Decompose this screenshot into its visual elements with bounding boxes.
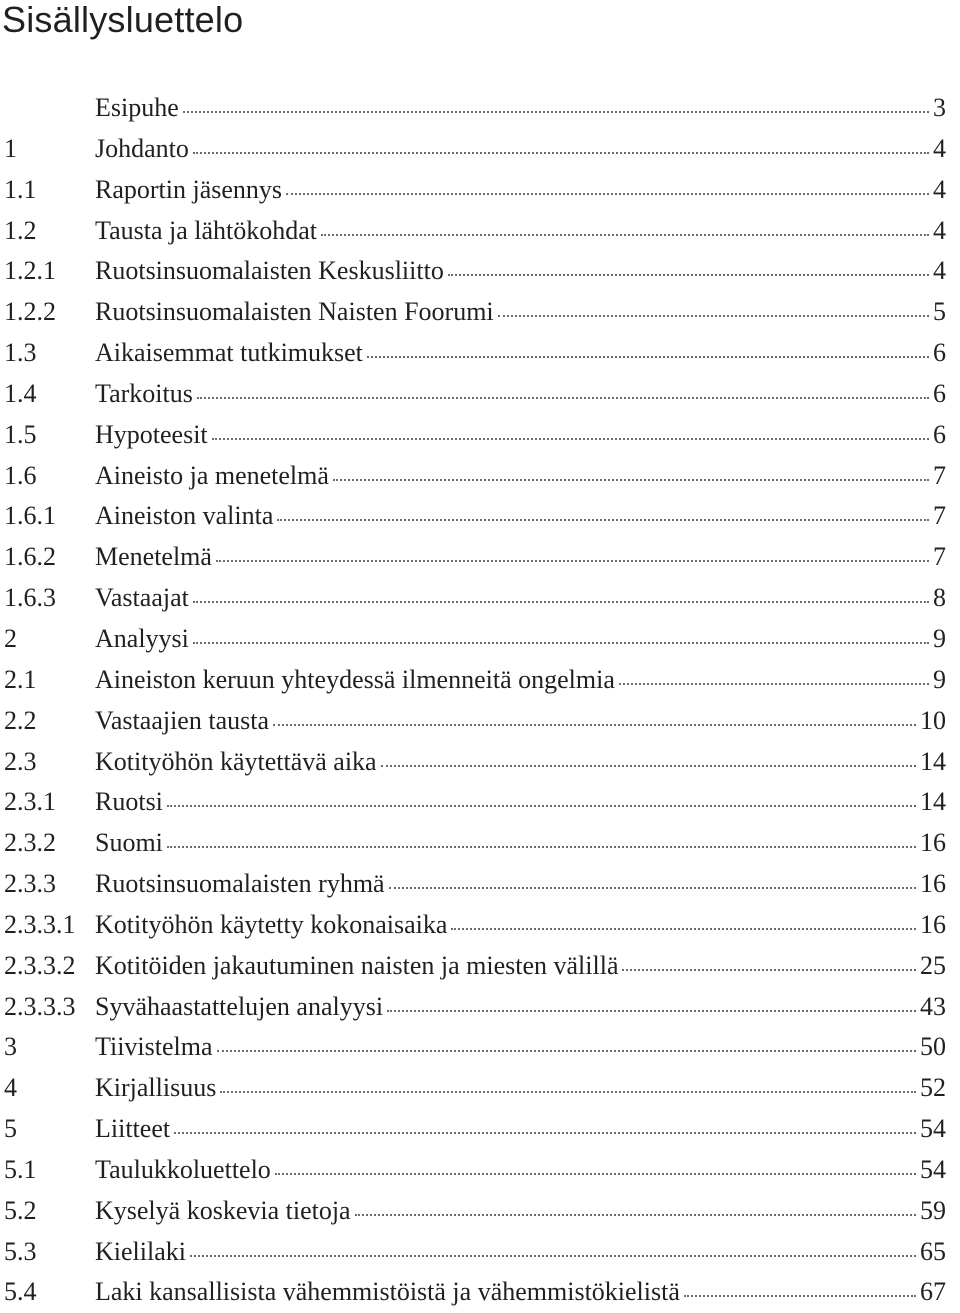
dot-leader — [217, 1049, 916, 1052]
toc-entry-title: Taulukkoluettelo — [95, 1154, 271, 1184]
toc-entry[interactable] — [4, 211, 946, 252]
table-of-contents — [4, 88, 946, 1313]
dot-leader — [619, 682, 929, 685]
toc-entry-title: Johdanto — [95, 133, 189, 163]
toc-entry[interactable] — [4, 905, 946, 946]
toc-entry-page: 6 — [933, 378, 946, 408]
toc-entry[interactable] — [4, 496, 946, 537]
toc-entry-page: 59 — [920, 1195, 946, 1225]
dot-leader — [216, 559, 929, 562]
toc-entry-number: 5.1 — [4, 1154, 37, 1184]
toc-entry-page: 52 — [920, 1073, 946, 1103]
toc-entry-title: Suomi — [95, 828, 163, 858]
toc-entry-page: 16 — [920, 828, 946, 858]
toc-entry-number: 2.3.3.3 — [4, 991, 76, 1021]
dot-leader — [277, 518, 929, 521]
toc-entry-number: 5.2 — [4, 1195, 37, 1225]
toc-entry-title: Kotityöhön käytettävä aika — [95, 746, 377, 776]
toc-entry-title: Hypoteesit — [95, 419, 208, 449]
toc-entry-number: 2.1 — [4, 664, 37, 694]
toc-entry-title: Kirjallisuus — [95, 1073, 217, 1103]
dot-leader — [355, 1213, 916, 1216]
toc-entry-title: Kyselyä koskevia tietoja — [95, 1195, 351, 1225]
toc-entry-number: 1.6.3 — [4, 583, 56, 613]
toc-entry-page: 4 — [933, 174, 946, 204]
dot-leader — [275, 1172, 916, 1175]
toc-entry-number: 5.4 — [4, 1277, 37, 1307]
toc-entry-page: 65 — [920, 1236, 946, 1266]
toc-entry[interactable] — [4, 742, 946, 783]
toc-entry-page: 9 — [933, 664, 946, 694]
toc-entry-number: 1.3 — [4, 338, 37, 368]
toc-entry-page: 25 — [920, 950, 946, 980]
toc-entry-number: 2 — [4, 623, 17, 653]
toc-entry[interactable] — [4, 1027, 946, 1068]
toc-entry-title: Ruotsinsuomalaisten Naisten Foorumi — [95, 297, 494, 327]
toc-entry[interactable] — [4, 374, 946, 415]
toc-entry-title: Liitteet — [95, 1114, 171, 1144]
dot-leader — [387, 1009, 916, 1012]
dot-leader — [197, 396, 929, 399]
dot-leader — [381, 764, 916, 767]
toc-entry-page: 7 — [933, 460, 946, 490]
toc-entry[interactable] — [4, 456, 946, 497]
toc-entry-number: 5.3 — [4, 1236, 37, 1266]
dot-leader — [389, 886, 916, 889]
dot-leader — [193, 600, 929, 603]
toc-entry[interactable] — [4, 1191, 946, 1232]
toc-entry[interactable] — [4, 823, 946, 864]
dot-leader — [167, 804, 916, 807]
toc-entry-number: 1.5 — [4, 419, 37, 449]
toc-entry-title: Aineiston keruun yhteydessä ilmenneitä ongelmia — [95, 664, 615, 694]
toc-entry-title: Laki kansallisista vähemmistöistä ja vähemmistökielistä — [95, 1277, 680, 1307]
toc-entry-page: 4 — [933, 256, 946, 286]
toc-entry-number: 2.3.2 — [4, 828, 56, 858]
dot-leader — [193, 641, 929, 644]
toc-entry-title: Esipuhe — [95, 93, 179, 122]
toc-entry-number: 2.3.1 — [4, 787, 56, 817]
toc-entry-number: 2.3.3.1 — [4, 909, 76, 939]
dot-leader — [333, 478, 929, 481]
toc-entry-title: Aineisto ja menetelmä — [95, 460, 329, 490]
dot-leader — [367, 355, 929, 358]
dot-leader — [321, 233, 929, 236]
toc-entry-title: Vastaajat — [95, 583, 189, 613]
toc-entry-title: Menetelmä — [95, 542, 212, 572]
toc-entry-page: 10 — [920, 705, 946, 735]
toc-entry[interactable] — [4, 987, 946, 1028]
toc-entry-number: 1.2.2 — [4, 297, 56, 327]
toc-entry-number: 1.6.2 — [4, 542, 56, 572]
toc-entry-title: Syvähaastattelujen analyysi — [95, 991, 384, 1021]
toc-entry-number: 2.3.3 — [4, 869, 56, 899]
toc-entry[interactable] — [4, 660, 946, 701]
toc-entry[interactable] — [4, 782, 946, 823]
toc-entry-page: 54 — [920, 1114, 946, 1144]
toc-entry-title: Ruotsinsuomalaisten ryhmä — [95, 869, 385, 899]
toc-entry-number: 1.4 — [4, 378, 37, 408]
dot-leader — [498, 314, 929, 317]
toc-entry-page: 5 — [933, 297, 946, 327]
toc-entry[interactable] — [4, 1232, 946, 1273]
toc-entry-title: Analyysi — [95, 623, 189, 653]
dot-leader — [190, 1254, 916, 1257]
toc-entry-title: Aikaisemmat tutkimukset — [95, 338, 363, 368]
toc-entry[interactable] — [4, 701, 946, 742]
dot-leader — [286, 192, 929, 195]
toc-entry-page: 8 — [933, 583, 946, 613]
toc-entry-title: Ruotsi — [95, 787, 163, 817]
toc-entry-number: 4 — [4, 1073, 17, 1103]
toc-entry-title: Aineiston valinta — [95, 501, 274, 531]
toc-entry[interactable] — [4, 415, 946, 456]
toc-entry-title: Tiivistelma — [95, 1032, 213, 1062]
toc-entry-page: 7 — [933, 501, 946, 531]
toc-entry-page: 6 — [933, 419, 946, 449]
toc-entry[interactable] — [4, 578, 946, 619]
toc-entry-page: 43 — [920, 991, 946, 1021]
toc-entry[interactable] — [4, 170, 946, 211]
toc-entry[interactable] — [4, 251, 946, 292]
page-title: Sisällysluettelo — [2, 0, 244, 40]
toc-entry-number: 1.1 — [4, 174, 37, 204]
toc-entry[interactable] — [4, 333, 946, 374]
dot-leader — [273, 723, 916, 726]
dot-leader — [684, 1294, 916, 1297]
toc-entry[interactable] — [4, 88, 946, 129]
toc-entry-number: 1.2.1 — [4, 256, 56, 286]
toc-entry[interactable] — [4, 1150, 946, 1191]
toc-entry-number: 3 — [4, 1032, 17, 1062]
toc-entry[interactable] — [4, 864, 946, 905]
dot-leader — [167, 845, 916, 848]
toc-entry-number: 2.3.3.2 — [4, 950, 76, 980]
toc-entry-title: Tausta ja lähtökohdat — [95, 215, 318, 245]
dot-leader — [193, 151, 929, 154]
toc-entry-page: 9 — [933, 623, 946, 653]
toc-entry[interactable] — [4, 1068, 946, 1109]
toc-entry-number: 1 — [4, 133, 17, 163]
toc-entry-page: 7 — [933, 542, 946, 572]
dot-leader — [220, 1090, 916, 1093]
toc-entry[interactable] — [4, 619, 946, 660]
toc-entry[interactable] — [4, 129, 946, 170]
toc-entry-page: 14 — [920, 746, 946, 776]
toc-entry-title: Kielilaki — [95, 1236, 186, 1266]
toc-entry[interactable] — [4, 292, 946, 333]
dot-leader — [174, 1131, 916, 1134]
toc-entry-title: Kotityöhön käytetty kokonaisaika — [95, 909, 448, 939]
toc-entry-number: 1.6.1 — [4, 501, 56, 531]
toc-entry-page: 6 — [933, 338, 946, 368]
toc-entry-number: 2.3 — [4, 746, 37, 776]
toc-entry-page: 3 — [933, 93, 946, 122]
toc-entry-number: 1.2 — [4, 215, 37, 245]
toc-entry-page: 50 — [920, 1032, 946, 1062]
toc-entry-page: 4 — [933, 215, 946, 245]
toc-entry-number: 1.6 — [4, 460, 37, 490]
toc-entry-title: Ruotsinsuomalaisten Keskusliitto — [95, 256, 444, 286]
dot-leader — [451, 927, 916, 930]
toc-entry-page: 67 — [920, 1277, 946, 1307]
dot-leader — [448, 273, 929, 276]
toc-entry-number: 5 — [4, 1114, 17, 1144]
toc-entry-title: Kotitöiden jakautuminen naisten ja miesten välillä — [95, 950, 619, 980]
dot-leader — [183, 110, 929, 113]
toc-entry-title: Raportin jäsennys — [95, 174, 283, 204]
toc-entry[interactable] — [4, 946, 946, 987]
toc-entry[interactable] — [4, 537, 946, 578]
toc-entry[interactable] — [4, 1272, 946, 1313]
toc-entry-page: 16 — [920, 869, 946, 899]
dot-leader — [212, 437, 929, 440]
toc-entry-page: 14 — [920, 787, 946, 817]
toc-entry-page: 54 — [920, 1154, 946, 1184]
toc-entry-title: Vastaajien tausta — [95, 705, 269, 735]
toc-entry-title: Tarkoitus — [95, 378, 193, 408]
toc-entry-page: 16 — [920, 909, 946, 939]
toc-entry-page: 4 — [933, 133, 946, 163]
toc-entry-number: 2.2 — [4, 705, 37, 735]
toc-entry[interactable] — [4, 1109, 946, 1150]
dot-leader — [622, 968, 916, 971]
